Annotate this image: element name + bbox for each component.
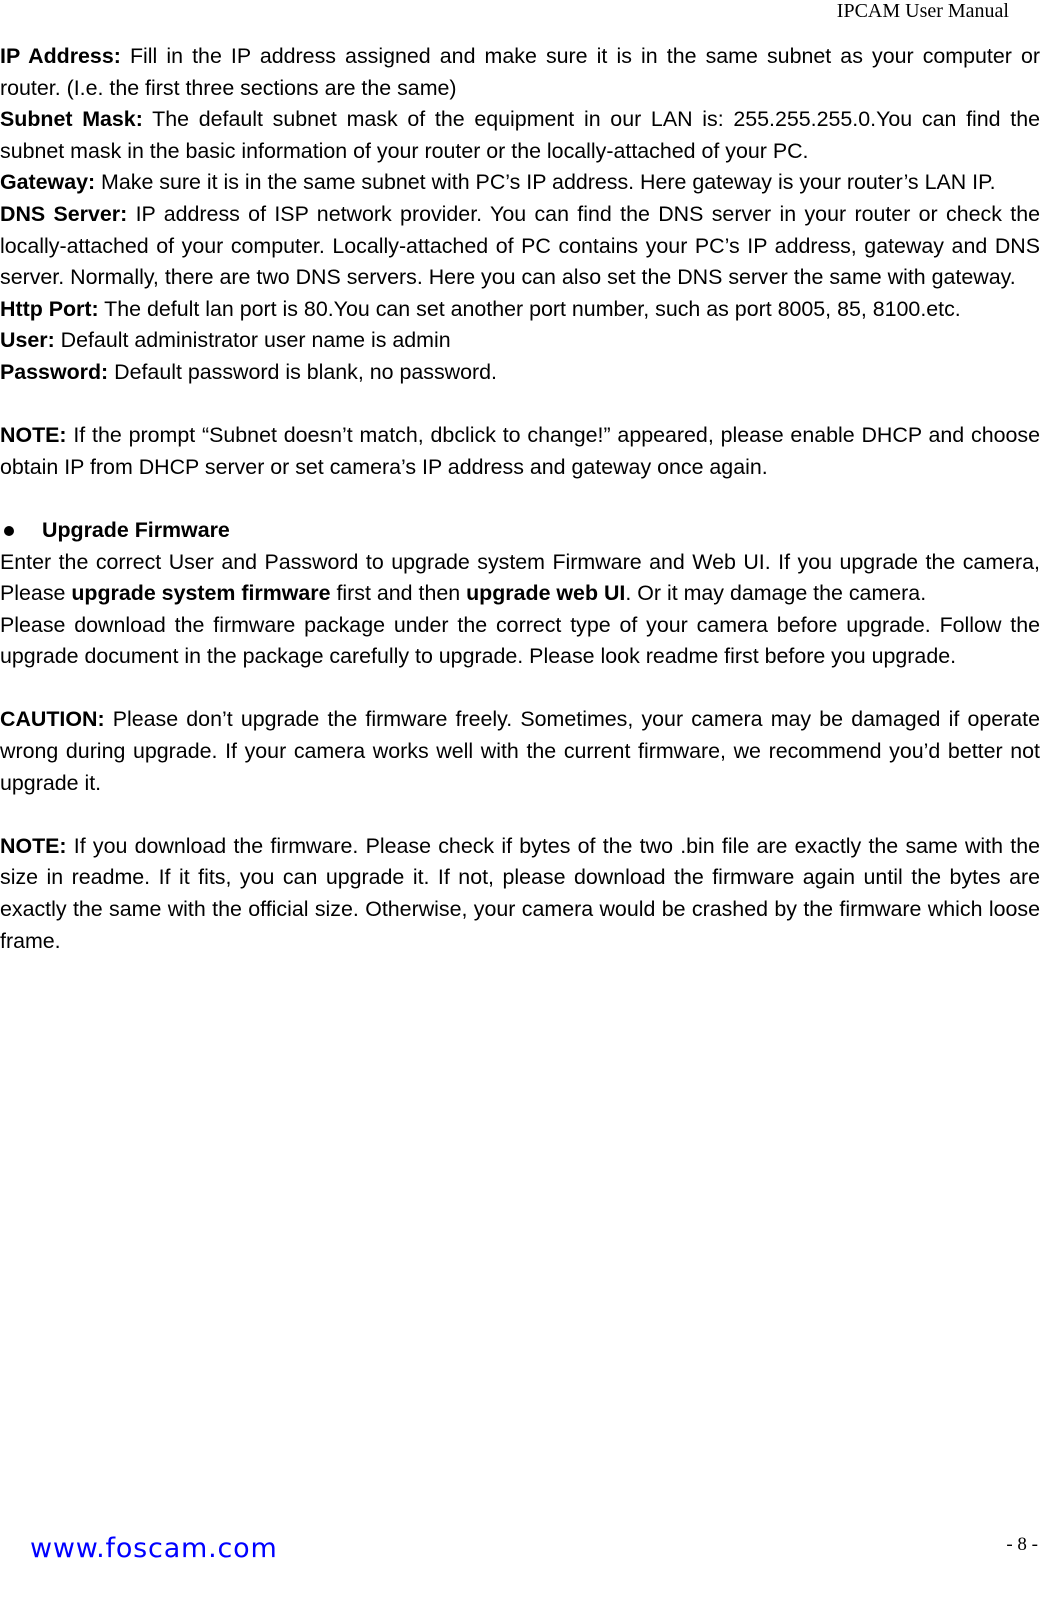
page-header: IPCAM User Manual bbox=[836, 0, 1009, 22]
spacer bbox=[0, 389, 1040, 421]
document-body bbox=[0, 41, 1040, 957]
spacer bbox=[0, 799, 1040, 831]
download-firmware-paragraph: Please download the firmware package under the correct type of your camera before upgrade. Follow the upgrade document in the package carefully to upgrade. Please look readme first before you upgrade. bbox=[0, 612, 1040, 669]
note-label: NOTE: bbox=[0, 423, 67, 448]
gateway-paragraph bbox=[0, 167, 1040, 199]
user-text: Default administrator user name is admin bbox=[54, 328, 451, 353]
subnet-mask-paragraph bbox=[0, 104, 1040, 167]
spacer bbox=[0, 673, 1040, 705]
user-label: User: bbox=[0, 328, 55, 353]
note-firmware-paragraph bbox=[0, 831, 1040, 957]
password-text: Default password is blank, no password. bbox=[108, 359, 497, 384]
ip-address-paragraph bbox=[0, 41, 1040, 104]
http-port-paragraph bbox=[0, 294, 1040, 326]
dns-server-text: IP address of ISP network provider. You can find the DNS server in your router or check the locally-attached of your computer. Locally-attached of PC contains your PC’s IP address, gateway and DNS server. Normally, there are two DNS servers. Here you can also set the DNS server the same with gateway. bbox=[0, 201, 1040, 290]
spacer bbox=[0, 483, 1040, 515]
note-label: NOTE: bbox=[0, 833, 67, 858]
http-port-text: The defult lan port is 80.You can set another port number, such as port 8005, 85, 8100.etc. bbox=[98, 296, 961, 321]
page-number: - 8 - bbox=[1006, 1534, 1038, 1555]
upgrade-text-middle: first and then bbox=[330, 581, 467, 606]
upgrade-instructions-paragraph bbox=[0, 547, 1040, 610]
bullet-icon bbox=[4, 526, 14, 536]
password-paragraph bbox=[0, 357, 1040, 389]
ip-address-text: Fill in the IP address assigned and make sure it is in the same subnet as your computer or router. (I.e. the first three sections are the same) bbox=[0, 44, 1040, 100]
note-subnet-paragraph bbox=[0, 420, 1040, 483]
upgrade-web-ui-emphasis: upgrade web UI bbox=[466, 581, 626, 606]
subnet-mask-label: Subnet Mask: bbox=[0, 107, 143, 132]
gateway-label: Gateway: bbox=[0, 170, 96, 195]
caution-label: CAUTION: bbox=[0, 707, 105, 732]
dns-server-label: DNS Server: bbox=[0, 201, 128, 226]
caution-paragraph bbox=[0, 704, 1040, 799]
website-link[interactable]: www.foscam.com bbox=[30, 1533, 278, 1564]
upgrade-system-firmware-emphasis: upgrade system firmware bbox=[71, 581, 331, 606]
ip-address-label: IP Address: bbox=[0, 44, 121, 68]
upgrade-firmware-title: Upgrade Firmware bbox=[42, 517, 230, 542]
upgrade-firmware-heading bbox=[0, 515, 1040, 547]
note-text: If you download the firmware. Please check if bytes of the two .bin file are exactly the same with the size in readme. If it fits, you can upgrade it. If not, please download the firmware again until the bytes are exactly the same with the official size. Otherwise, your camera would be crashed by the firmware which loose frame. bbox=[0, 833, 1040, 953]
password-label: Password: bbox=[0, 359, 109, 384]
dns-server-paragraph bbox=[0, 199, 1040, 294]
http-port-label: Http Port: bbox=[0, 296, 99, 321]
caution-text: Please don’t upgrade the firmware freely. Sometimes, your camera may be damaged if operate wrong during upgrade. If your camera works well with the current firmware, we recommend you’d better not upgrade it. bbox=[0, 707, 1040, 795]
gateway-text: Make sure it is in the same subnet with PC’s IP address. Here gateway is your router’s LAN IP. bbox=[95, 170, 996, 195]
subnet-mask-text: The default subnet mask of the equipment in our LAN is: 255.255.255.0.You can find the subnet mask in the basic information of your router or the locally-attached of your PC. bbox=[0, 107, 1040, 163]
note-text: If the prompt “Subnet doesn’t match, dbclick to change!” appeared, please enable DHCP and choose obtain IP from DHCP server or set camera’s IP address and gateway once again. bbox=[0, 423, 1040, 479]
upgrade-text-start: Enter the correct User and Password to upgrade system Firmware and Web UI. If you upgrade the camera, Please bbox=[0, 549, 1040, 606]
user-paragraph bbox=[0, 325, 1040, 357]
upgrade-text-end: . Or it may damage the camera. bbox=[625, 581, 927, 606]
